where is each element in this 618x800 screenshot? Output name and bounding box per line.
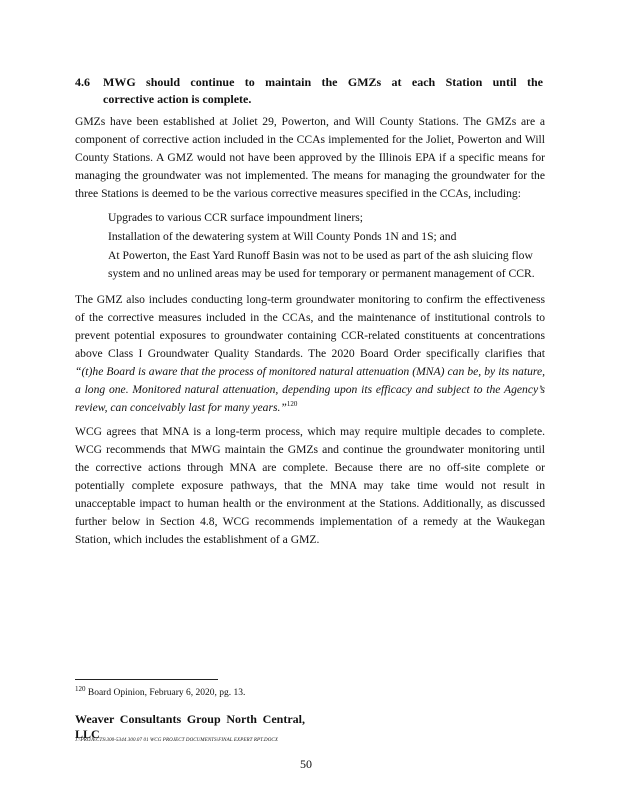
footnote-number: 120	[75, 684, 86, 693]
footnote	[75, 684, 246, 698]
list-item	[75, 247, 545, 283]
list-item-text: Installation of the dewatering system at Will County Ponds 1N and 1S; and	[108, 230, 457, 243]
section-body	[75, 113, 545, 555]
footnote-reference[interactable]: 120	[286, 400, 298, 409]
section-title-line-2: corrective action is complete.	[103, 92, 252, 106]
firm-name: Weaver Consultants Group North Central, LLC	[75, 712, 305, 741]
file-path: J:\PROJECTS\300-5344 300.07 01 WCG PROJECT DOCUMENTS\FINAL EXPERT RPT.DOCX	[75, 738, 278, 743]
section-title-line-1: MWG should continue to maintain the GMZs at each Station until the	[103, 75, 543, 89]
paragraph-3: WCG agrees that MNA is a long-term process, which may require multiple decades to complete. WCG recommends that MWG maintain the GMZs and continue the groundwater monitoring until the corrective actions through MNA are complete. Because there are no off-site complete or potentially complete exposure pathways, that the MNA may take time would not result in unacceptable impact to human health or the environment at the Stations. Additionally, as discussed further below in Section 4.8, WCG recommends implementation of a remedy at the Waukegan Station, which includes the establishment of a GMZ.	[75, 425, 545, 546]
paragraph-1: GMZs have been established at Joliet 29, Powerton, and Will County Stations. The GMZs are a component of corrective action included in the CCAs implemented for the Joliet, Powerton and Will County Stations. A GMZ would not have been approved by the Illinois EPA if a specific means for managing the groundwater was not implemented. The means for managing the groundwater for the three Stations is deemed to be the various corrective measures specified in the CCAs, including:	[75, 115, 545, 200]
list-item-text: Upgrades to various CCR surface impoundment liners;	[108, 211, 364, 224]
footnote-divider	[75, 679, 218, 680]
footnote-text: Board Opinion, February 6, 2020, pg. 13.	[87, 688, 246, 698]
list-item-text: At Powerton, the East Yard Runoff Basin was not to be used as part of the ash sluicing flow system and no unlined areas may be used for temporary or permanent management of CCR.	[108, 249, 535, 280]
list-item	[75, 209, 545, 227]
paragraph-2-text: The GMZ also includes conducting long-term groundwater monitoring to confirm the effectiveness of the corrective measures included in the CCAs, and the maintenance of institutional controls to prevent potential exposures to groundwater containing CCR-related constituents at concentrations above Class I Groundwater Quality Standards. The 2020 Board Order specifically clarifies that	[75, 293, 545, 360]
section-number: 4.6	[75, 75, 90, 89]
list-item	[75, 228, 545, 246]
page-number: 50	[300, 757, 312, 771]
board-quote: “(t)he Board is aware that the process of monitored natural attenuation (MNA) can be, by its nature, a long one. Monitored natural attenuation, depending upon its efficacy and subject to the Agency’s review, can conceivably last for many years.”	[75, 365, 545, 414]
corrective-measures-list	[75, 209, 545, 283]
paragraph-2	[75, 291, 545, 417]
